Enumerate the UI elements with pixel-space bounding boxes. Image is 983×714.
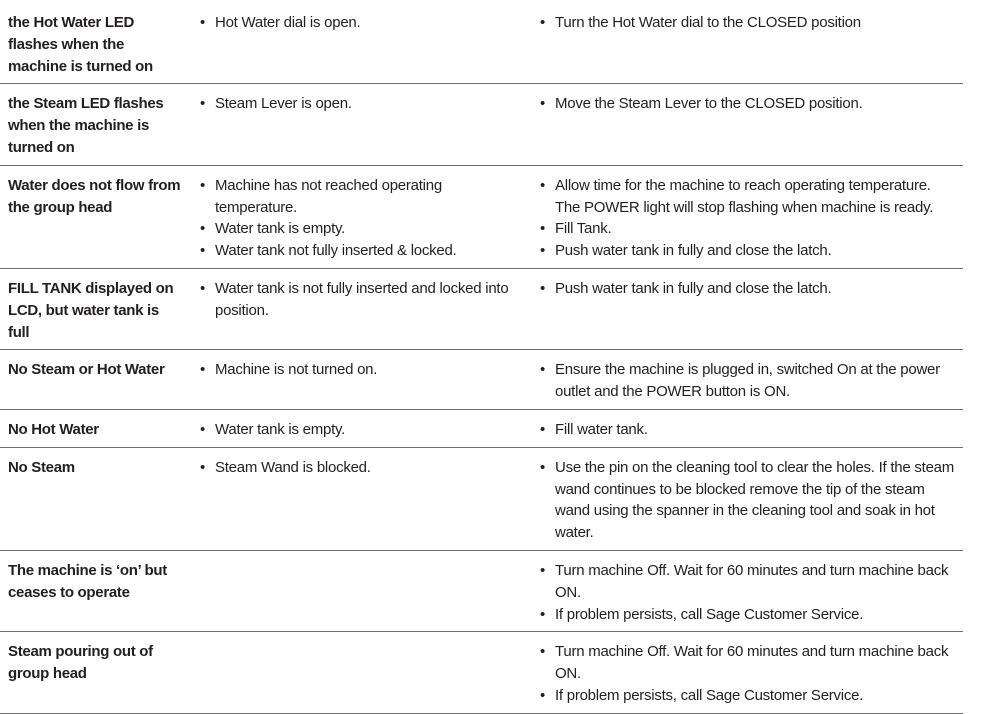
solution-item: • Turn machine Off. Wait for 60 minutes and turn machine back ON.	[540, 641, 955, 685]
problem-text: Water does not flow from the group head	[8, 176, 181, 216]
solution-item: • If problem persists, call Sage Customer Service.	[540, 604, 955, 626]
table-row	[0, 2, 963, 84]
cause-item: • Machine is not turned on.	[200, 359, 524, 381]
solution-item: • Turn machine Off. Wait for 60 minutes and turn machine back ON.	[540, 560, 955, 604]
solution-item: • Push water tank in fully and close the latch.	[540, 240, 955, 262]
table-row	[0, 350, 963, 410]
problem-text: No Hot Water	[8, 420, 99, 438]
solution-cell	[532, 632, 963, 713]
solution-item: • Use the pin on the cleaning tool to clear the holes. If the steam wand continues to be blocked remove the tip of the steam wand using the spanner in the cleaning tool and soak in hot water.	[540, 457, 955, 544]
problem-cell	[0, 550, 192, 631]
cause-item: • Steam Wand is blocked.	[200, 457, 524, 479]
solution-item: • Move the Steam Lever to the CLOSED position.	[540, 93, 955, 115]
table-row	[0, 268, 963, 349]
solution-item: • Fill water tank.	[540, 419, 955, 441]
solution-item: • Allow time for the machine to reach operating temperature. The POWER light will stop flashing when machine is ready.	[540, 175, 955, 219]
problem-text: No Steam or Hot Water	[8, 361, 165, 379]
problem-cell	[0, 84, 192, 165]
solution-cell	[532, 84, 963, 165]
cause-item: • Water tank is empty.	[200, 218, 524, 240]
solution-cell	[532, 350, 963, 410]
table-row	[0, 550, 963, 631]
cause-cell	[192, 550, 532, 631]
solution-cell	[532, 409, 963, 447]
problem-cell	[0, 268, 192, 349]
cause-item: • Hot Water dial is open.	[200, 12, 524, 34]
cause-cell	[192, 409, 532, 447]
table-row	[0, 165, 963, 268]
problem-cell	[0, 350, 192, 410]
problem-text: No Steam	[8, 458, 75, 476]
cause-item: • Water tank is empty.	[200, 419, 524, 441]
solution-item: • Ensure the machine is plugged in, switched On at the power outlet and the POWER button is ON.	[540, 359, 955, 403]
problem-cell	[0, 409, 192, 447]
problem-text: The machine is ‘on’ but ceases to operate	[8, 561, 167, 601]
solution-item: • If problem persists, call Sage Customer Service.	[540, 685, 955, 707]
problem-cell	[0, 632, 192, 713]
troubleshooting-table	[0, 2, 963, 714]
problem-cell	[0, 2, 192, 84]
cause-cell	[192, 447, 532, 550]
cause-cell	[192, 2, 532, 84]
problem-text: Steam pouring out of group head	[8, 643, 153, 683]
solution-cell	[532, 550, 963, 631]
cause-cell	[192, 350, 532, 410]
solution-cell	[532, 2, 963, 84]
solution-cell	[532, 165, 963, 268]
cause-item: • Steam Lever is open.	[200, 93, 524, 115]
solution-cell	[532, 268, 963, 349]
problem-cell	[0, 447, 192, 550]
problem-text: the Steam LED flashes when the machine is turned on	[8, 95, 164, 156]
cause-cell	[192, 268, 532, 349]
problem-text: FILL TANK displayed on LCD, but water tank is full	[8, 279, 174, 341]
cause-cell	[192, 165, 532, 268]
solution-item: • Fill Tank.	[540, 218, 955, 240]
table-row	[0, 447, 963, 550]
table-row	[0, 632, 963, 713]
cause-item: • Water tank not fully inserted & locked.	[200, 240, 524, 262]
solution-item: • Push water tank in fully and close the latch.	[540, 278, 955, 300]
cause-item: • Water tank is not fully inserted and locked into position.	[200, 278, 524, 322]
table-row	[0, 84, 963, 165]
problem-cell	[0, 165, 192, 268]
problem-text: the Hot Water LED flashes when the machine is turned on	[8, 14, 153, 75]
solution-item: • Turn the Hot Water dial to the CLOSED position	[540, 12, 955, 34]
cause-cell	[192, 84, 532, 165]
cause-item: • Machine has not reached operating temperature.	[200, 175, 524, 219]
table-row	[0, 409, 963, 447]
solution-cell	[532, 447, 963, 550]
cause-cell	[192, 632, 532, 713]
